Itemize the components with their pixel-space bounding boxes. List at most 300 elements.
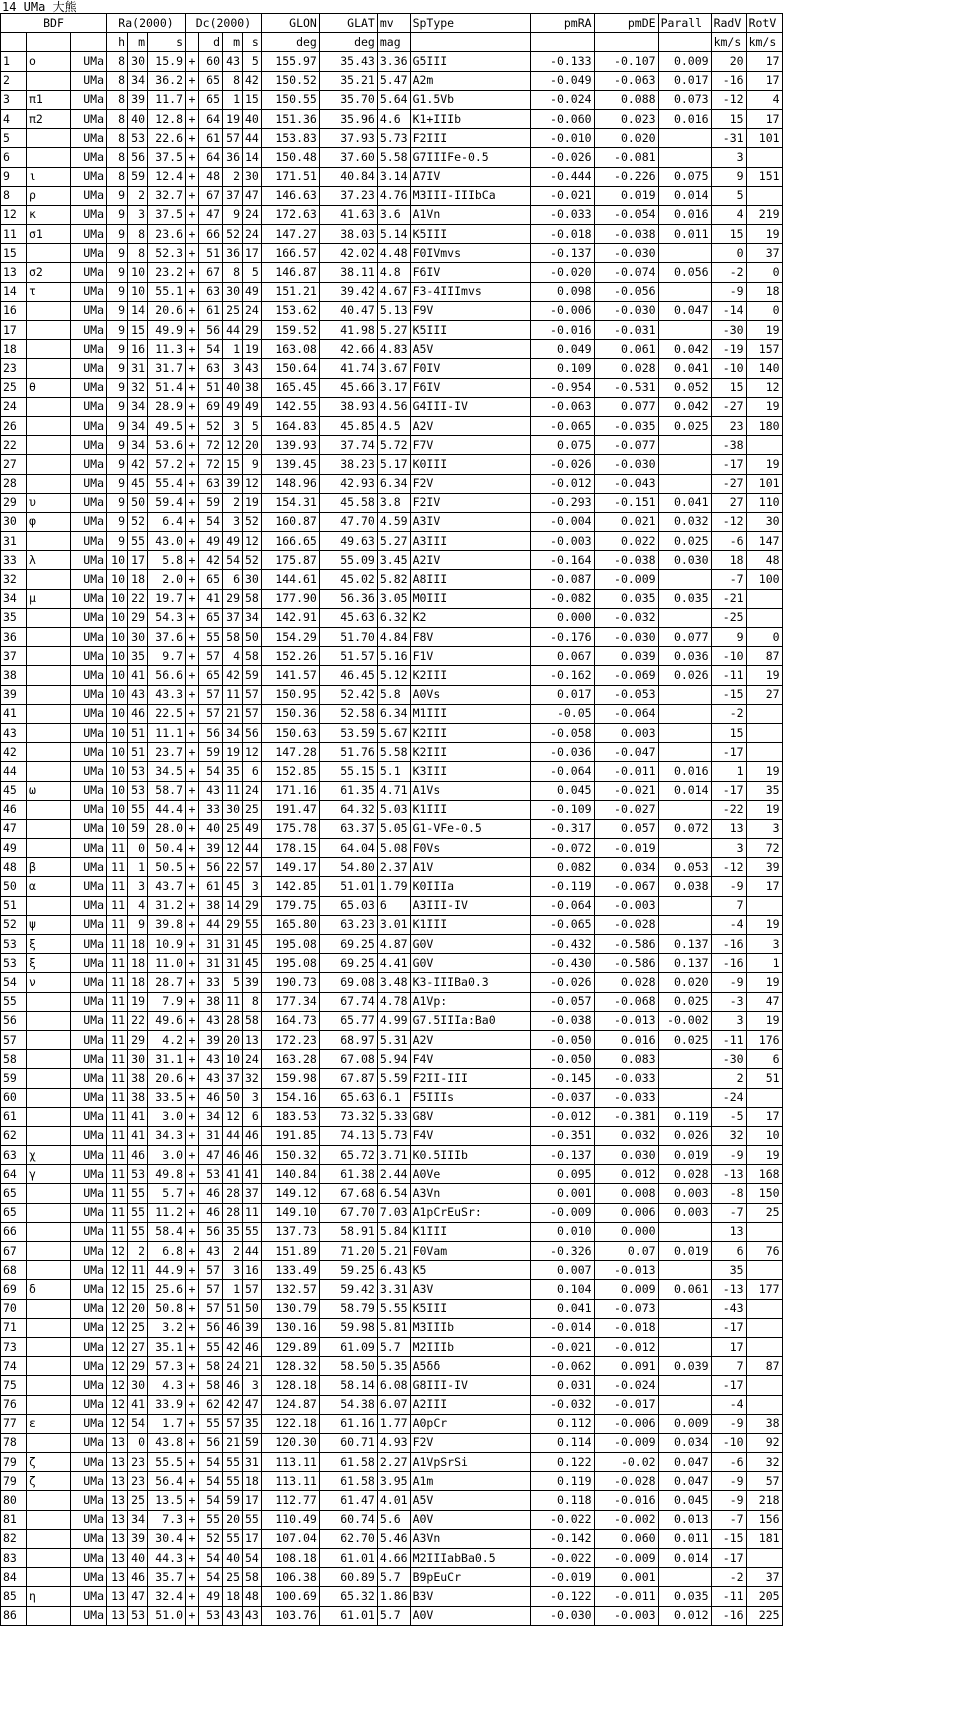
col-header-bdf: BDF — [1, 14, 107, 33]
cell-ra-seconds: 58.7 — [148, 781, 186, 800]
cell-magnitude: 6 — [377, 896, 410, 915]
cell-bayer-letter: ξ — [27, 935, 71, 954]
page-title: 14 UMa 大熊 — [2, 0, 77, 14]
cell-ra-minutes: 15 — [128, 321, 148, 340]
cell-bdf-number: 70 — [1, 1299, 27, 1318]
cell-glon: 122.18 — [261, 1414, 319, 1433]
cell-ra-seconds: 23.6 — [148, 225, 186, 244]
cell-dec-minutes: 15 — [223, 455, 243, 474]
table-row — [1, 71, 783, 90]
cell-spectral-type: A3IV — [410, 512, 530, 531]
cell-ra-hours: 11 — [107, 1030, 128, 1049]
cell-rotation-velocity: 151 — [746, 167, 782, 186]
cell-ra-seconds: 50.4 — [148, 839, 186, 858]
cell-dec-seconds: 46 — [243, 1126, 262, 1145]
cell-dec-sign: + — [186, 723, 199, 742]
cell-glat: 65.77 — [319, 1011, 377, 1030]
cell-radial-velocity: -2 — [711, 263, 746, 282]
cell-bayer-letter — [27, 1011, 71, 1030]
cell-rotation-velocity: 19 — [746, 915, 782, 934]
cell-dec-degrees: 31 — [199, 935, 223, 954]
table-row — [1, 1337, 783, 1356]
cell-ra-hours: 9 — [107, 321, 128, 340]
cell-dec-degrees: 44 — [199, 915, 223, 934]
cell-radial-velocity: -17 — [711, 1318, 746, 1337]
cell-bdf-number: 49 — [1, 839, 27, 858]
cell-constellation: UMa — [71, 819, 107, 838]
cell-magnitude: 1.79 — [377, 877, 410, 896]
cell-dec-minutes: 25 — [223, 301, 243, 320]
cell-dec-sign: + — [186, 1280, 199, 1299]
cell-constellation: UMa — [71, 877, 107, 896]
cell-bayer-letter — [27, 474, 71, 493]
cell-bayer-letter — [27, 1242, 71, 1261]
cell-glon: 150.55 — [261, 90, 319, 109]
cell-ra-hours: 13 — [107, 1453, 128, 1472]
cell-constellation: UMa — [71, 1549, 107, 1568]
cell-dec-seconds: 12 — [243, 532, 262, 551]
cell-radial-velocity: -9 — [711, 1414, 746, 1433]
cell-dec-seconds: 44 — [243, 839, 262, 858]
cell-ra-hours: 11 — [107, 1222, 128, 1241]
col-header-glon: GLON — [261, 14, 319, 33]
cell-constellation: UMa — [71, 589, 107, 608]
table-row — [1, 1146, 783, 1165]
cell-rotation-velocity: 205 — [746, 1587, 782, 1606]
cell-bayer-letter — [27, 436, 71, 455]
cell-glat: 42.02 — [319, 244, 377, 263]
cell-spectral-type: M3III-IIIbCa — [410, 186, 530, 205]
cell-dec-degrees: 60 — [199, 52, 223, 71]
cell-dec-degrees: 65 — [199, 570, 223, 589]
cell-ra-hours: 9 — [107, 244, 128, 263]
cell-bdf-number: 66 — [1, 1222, 27, 1241]
cell-dec-degrees: 56 — [199, 723, 223, 742]
cell-glon: 150.48 — [261, 148, 319, 167]
cell-radial-velocity: 9 — [711, 167, 746, 186]
cell-magnitude: 5.31 — [377, 1030, 410, 1049]
cell-bayer-letter — [27, 743, 71, 762]
cell-ra-seconds: 54.3 — [148, 608, 186, 627]
cell-bdf-number: 38 — [1, 666, 27, 685]
cell-dec-seconds: 47 — [243, 186, 262, 205]
cell-bayer-letter — [27, 321, 71, 340]
cell-magnitude: 4.83 — [377, 340, 410, 359]
cell-ra-hours: 8 — [107, 109, 128, 128]
cell-dec-degrees: 59 — [199, 743, 223, 762]
cell-rotation-velocity: 37 — [746, 1568, 782, 1587]
cell-glat: 62.70 — [319, 1529, 377, 1548]
cell-magnitude: 5.12 — [377, 666, 410, 685]
cell-parallax: 0.025 — [658, 532, 711, 551]
cell-radial-velocity: -13 — [711, 1165, 746, 1184]
cell-glon: 142.85 — [261, 877, 319, 896]
cell-bdf-number: 15 — [1, 244, 27, 263]
cell-bayer-letter — [27, 628, 71, 647]
cell-pm-de: -0.069 — [594, 666, 658, 685]
cell-dec-minutes: 42 — [223, 666, 243, 685]
cell-pm-de: -0.038 — [594, 225, 658, 244]
cell-dec-sign: + — [186, 1433, 199, 1452]
cell-bayer-letter — [27, 762, 71, 781]
cell-dec-degrees: 63 — [199, 474, 223, 493]
cell-bayer-letter — [27, 1568, 71, 1587]
cell-ra-minutes: 41 — [128, 1107, 148, 1126]
cell-dec-minutes: 31 — [223, 954, 243, 973]
cell-ra-seconds: 22.5 — [148, 704, 186, 723]
cell-rotation-velocity: 140 — [746, 359, 782, 378]
cell-parallax — [658, 474, 711, 493]
cell-spectral-type: A1Vs — [410, 781, 530, 800]
cell-ra-hours: 11 — [107, 877, 128, 896]
cell-constellation: UMa — [71, 1088, 107, 1107]
cell-radial-velocity: 20 — [711, 52, 746, 71]
cell-magnitude: 5.81 — [377, 1318, 410, 1337]
cell-pm-de: -0.226 — [594, 167, 658, 186]
table-row — [1, 378, 783, 397]
cell-ra-hours: 10 — [107, 608, 128, 627]
cell-bayer-letter: ρ — [27, 186, 71, 205]
cell-pm-de: -0.067 — [594, 877, 658, 896]
cell-bdf-number: 79 — [1, 1472, 27, 1491]
cell-magnitude: 5.17 — [377, 455, 410, 474]
cell-radial-velocity: -38 — [711, 436, 746, 455]
cell-dec-sign: + — [186, 186, 199, 205]
table-row — [1, 935, 783, 954]
cell-ra-hours: 10 — [107, 723, 128, 742]
cell-constellation: UMa — [71, 1337, 107, 1356]
cell-bayer-letter — [27, 532, 71, 551]
cell-parallax: 0.026 — [658, 1126, 711, 1145]
cell-dec-seconds: 43 — [243, 359, 262, 378]
cell-dec-minutes: 11 — [223, 992, 243, 1011]
table-row — [1, 1107, 783, 1126]
cell-pm-de: -0.006 — [594, 1414, 658, 1433]
cell-ra-hours: 11 — [107, 1050, 128, 1069]
cell-constellation: UMa — [71, 1050, 107, 1069]
cell-dec-minutes: 55 — [223, 1529, 243, 1548]
cell-ra-minutes: 0 — [128, 839, 148, 858]
cell-pm-de: -0.017 — [594, 1395, 658, 1414]
cell-parallax — [658, 282, 711, 301]
cell-rotation-velocity: 87 — [746, 1357, 782, 1376]
cell-pm-de: 0.022 — [594, 532, 658, 551]
cell-ra-minutes: 30 — [128, 1050, 148, 1069]
cell-ra-seconds: 37.5 — [148, 205, 186, 224]
cell-bdf-number: 64 — [1, 1165, 27, 1184]
cell-glat: 64.32 — [319, 800, 377, 819]
cell-pm-ra: -0.012 — [530, 1107, 594, 1126]
cell-dec-seconds: 5 — [243, 263, 262, 282]
cell-dec-seconds: 34 — [243, 608, 262, 627]
cell-dec-seconds: 45 — [243, 954, 262, 973]
cell-ra-seconds: 50.5 — [148, 858, 186, 877]
cell-constellation: UMa — [71, 321, 107, 340]
cell-rotation-velocity: 147 — [746, 532, 782, 551]
cell-rotation-velocity: 6 — [746, 1050, 782, 1069]
cell-magnitude: 3.36 — [377, 52, 410, 71]
cell-glat: 61.09 — [319, 1337, 377, 1356]
cell-dec-minutes: 2 — [223, 167, 243, 186]
cell-pm-de: 0.077 — [594, 397, 658, 416]
cell-parallax: 0.042 — [658, 340, 711, 359]
cell-dec-sign: + — [186, 685, 199, 704]
cell-bayer-letter: ω — [27, 781, 71, 800]
cell-magnitude: 6.32 — [377, 608, 410, 627]
cell-ra-minutes: 17 — [128, 551, 148, 570]
cell-dec-seconds: 59 — [243, 666, 262, 685]
cell-dec-minutes: 28 — [223, 1203, 243, 1222]
cell-ra-minutes: 1 — [128, 858, 148, 877]
cell-constellation: UMa — [71, 1299, 107, 1318]
cell-dec-seconds: 15 — [243, 90, 262, 109]
cell-magnitude: 3.71 — [377, 1146, 410, 1165]
cell-glat: 58.91 — [319, 1222, 377, 1241]
cell-dec-sign: + — [186, 1126, 199, 1145]
cell-rotation-velocity: 156 — [746, 1510, 782, 1529]
table-row — [1, 1568, 783, 1587]
cell-dec-seconds: 48 — [243, 1587, 262, 1606]
cell-bdf-number: 17 — [1, 321, 27, 340]
cell-spectral-type: G7IIIFe-0.5 — [410, 148, 530, 167]
cell-parallax: 0.011 — [658, 225, 711, 244]
cell-bdf-number: 55 — [1, 992, 27, 1011]
cell-spectral-type: F2II-III — [410, 1069, 530, 1088]
cell-rotation-velocity: 17 — [746, 71, 782, 90]
cell-dec-seconds: 18 — [243, 1472, 262, 1491]
cell-bayer-letter — [27, 1088, 71, 1107]
cell-bayer-letter: χ — [27, 1146, 71, 1165]
cell-rotation-velocity: 101 — [746, 129, 782, 148]
cell-spectral-type: F8V — [410, 628, 530, 647]
cell-dec-sign: + — [186, 455, 199, 474]
cell-dec-seconds: 55 — [243, 1222, 262, 1241]
cell-parallax: 0.016 — [658, 109, 711, 128]
cell-dec-minutes: 12 — [223, 436, 243, 455]
cell-dec-seconds: 3 — [243, 1088, 262, 1107]
cell-bdf-number: 80 — [1, 1491, 27, 1510]
cell-dec-minutes: 52 — [223, 225, 243, 244]
cell-constellation: UMa — [71, 263, 107, 282]
cell-dec-seconds: 46 — [243, 1146, 262, 1165]
cell-glon: 133.49 — [261, 1261, 319, 1280]
cell-dec-sign: + — [186, 532, 199, 551]
cell-radial-velocity: -17 — [711, 455, 746, 474]
cell-bdf-number: 68 — [1, 1261, 27, 1280]
cell-glat: 40.84 — [319, 167, 377, 186]
cell-pm-de: 0.028 — [594, 973, 658, 992]
cell-ra-hours: 9 — [107, 455, 128, 474]
cell-dec-degrees: 63 — [199, 359, 223, 378]
cell-glon: 165.80 — [261, 915, 319, 934]
cell-dec-seconds: 58 — [243, 589, 262, 608]
cell-dec-minutes: 43 — [223, 1606, 243, 1625]
cell-dec-minutes: 46 — [223, 1318, 243, 1337]
cell-ra-minutes: 34 — [128, 397, 148, 416]
cell-dec-sign: + — [186, 129, 199, 148]
cell-ra-hours: 11 — [107, 1088, 128, 1107]
cell-spectral-type: F3-4IIImvs — [410, 282, 530, 301]
cell-magnitude: 6.43 — [377, 1261, 410, 1280]
cell-pm-ra: -0.432 — [530, 935, 594, 954]
cell-dec-degrees: 58 — [199, 1376, 223, 1395]
cell-spectral-type: F9V — [410, 301, 530, 320]
cell-pm-de: -0.073 — [594, 1299, 658, 1318]
cell-parallax: 0.036 — [658, 647, 711, 666]
cell-ra-minutes: 34 — [128, 1510, 148, 1529]
cell-spectral-type: A2III — [410, 1395, 530, 1414]
cell-dec-minutes: 25 — [223, 819, 243, 838]
cell-rotation-velocity: 0 — [746, 628, 782, 647]
table-row — [1, 263, 783, 282]
cell-rotation-velocity: 17 — [746, 109, 782, 128]
cell-dec-degrees: 55 — [199, 1337, 223, 1356]
cell-radial-velocity: 15 — [711, 109, 746, 128]
cell-constellation: UMa — [71, 90, 107, 109]
cell-spectral-type: A8III — [410, 570, 530, 589]
cell-magnitude: 4.56 — [377, 397, 410, 416]
cell-bdf-number: 82 — [1, 1529, 27, 1548]
cell-dec-sign: + — [186, 608, 199, 627]
cell-rotation-velocity: 48 — [746, 551, 782, 570]
cell-dec-sign: + — [186, 1088, 199, 1107]
col-header-glat: GLAT — [319, 14, 377, 33]
table-row — [1, 1050, 783, 1069]
table-row — [1, 416, 783, 435]
cell-dec-degrees: 31 — [199, 954, 223, 973]
cell-radial-velocity: -3 — [711, 992, 746, 1011]
cell-bayer-letter: ε — [27, 1414, 71, 1433]
cell-radial-velocity: -30 — [711, 1050, 746, 1069]
cell-pm-de: -0.011 — [594, 1587, 658, 1606]
cell-dec-seconds: 35 — [243, 1414, 262, 1433]
cell-dec-degrees: 31 — [199, 1126, 223, 1145]
cell-magnitude: 3.14 — [377, 167, 410, 186]
cell-bayer-letter — [27, 1126, 71, 1145]
cell-glat: 61.01 — [319, 1606, 377, 1625]
cell-glat: 65.63 — [319, 1088, 377, 1107]
cell-bayer-letter: υ — [27, 493, 71, 512]
cell-dec-sign: + — [186, 877, 199, 896]
cell-pm-ra: -0.430 — [530, 954, 594, 973]
cell-parallax: 0.045 — [658, 1491, 711, 1510]
cell-radial-velocity: -2 — [711, 1568, 746, 1587]
cell-ra-seconds: 30.4 — [148, 1529, 186, 1548]
cell-ra-seconds: 11.0 — [148, 954, 186, 973]
cell-ra-seconds: 23.7 — [148, 743, 186, 762]
cell-constellation: UMa — [71, 551, 107, 570]
cell-ra-seconds: 35.1 — [148, 1337, 186, 1356]
cell-glat: 52.42 — [319, 685, 377, 704]
cell-ra-seconds: 12.8 — [148, 109, 186, 128]
cell-glon: 108.18 — [261, 1549, 319, 1568]
cell-dec-minutes: 18 — [223, 1587, 243, 1606]
cell-spectral-type: F0IV — [410, 359, 530, 378]
cell-ra-hours: 13 — [107, 1529, 128, 1548]
cell-ra-minutes: 46 — [128, 704, 148, 723]
cell-bdf-number: 44 — [1, 762, 27, 781]
cell-rotation-velocity — [746, 436, 782, 455]
cell-pm-ra: -0.003 — [530, 532, 594, 551]
cell-glat: 38.93 — [319, 397, 377, 416]
cell-dec-sign: + — [186, 493, 199, 512]
cell-glon: 154.31 — [261, 493, 319, 512]
cell-ra-seconds: 49.8 — [148, 1165, 186, 1184]
cell-ra-hours: 11 — [107, 1203, 128, 1222]
cell-dec-seconds: 37 — [243, 1184, 262, 1203]
cell-constellation: UMa — [71, 1414, 107, 1433]
cell-magnitude: 2.44 — [377, 1165, 410, 1184]
cell-bayer-letter — [27, 397, 71, 416]
cell-glon: 150.63 — [261, 723, 319, 742]
table-row — [1, 1299, 783, 1318]
cell-constellation: UMa — [71, 186, 107, 205]
cell-ra-hours: 13 — [107, 1491, 128, 1510]
cell-pm-ra: 0.118 — [530, 1491, 594, 1510]
cell-bayer-letter: δ — [27, 1280, 71, 1299]
cell-ra-seconds: 39.8 — [148, 915, 186, 934]
cell-ra-seconds: 58.4 — [148, 1222, 186, 1241]
cell-dec-seconds: 49 — [243, 819, 262, 838]
cell-ra-hours: 8 — [107, 167, 128, 186]
cell-parallax: 0.035 — [658, 1587, 711, 1606]
cell-pm-ra: -0.087 — [530, 570, 594, 589]
cell-ra-hours: 10 — [107, 551, 128, 570]
cell-parallax — [658, 743, 711, 762]
cell-dec-minutes: 29 — [223, 915, 243, 934]
cell-glon: 190.73 — [261, 973, 319, 992]
cell-rotation-velocity: 19 — [746, 1146, 782, 1165]
cell-dec-sign: + — [186, 109, 199, 128]
cell-bayer-letter — [27, 819, 71, 838]
cell-parallax — [658, 455, 711, 474]
cell-glon: 142.91 — [261, 608, 319, 627]
unit-cell-empty — [594, 33, 658, 52]
cell-ra-minutes: 16 — [128, 340, 148, 359]
cell-ra-minutes: 14 — [128, 301, 148, 320]
cell-radial-velocity: -7 — [711, 1203, 746, 1222]
cell-dec-degrees: 55 — [199, 1510, 223, 1529]
cell-parallax: 0.041 — [658, 359, 711, 378]
cell-dec-minutes: 35 — [223, 762, 243, 781]
cell-dec-seconds: 31 — [243, 1453, 262, 1472]
cell-ra-minutes: 50 — [128, 493, 148, 512]
cell-pm-de: -0.077 — [594, 436, 658, 455]
table-row — [1, 148, 783, 167]
cell-dec-minutes: 28 — [223, 1184, 243, 1203]
cell-glat: 39.42 — [319, 282, 377, 301]
cell-ra-minutes: 3 — [128, 877, 148, 896]
cell-ra-seconds: 36.2 — [148, 71, 186, 90]
cell-pm-de: 0.006 — [594, 1203, 658, 1222]
cell-constellation: UMa — [71, 282, 107, 301]
cell-constellation: UMa — [71, 359, 107, 378]
cell-dec-sign: + — [186, 1165, 199, 1184]
cell-dec-sign: + — [186, 1011, 199, 1030]
cell-bdf-number: 30 — [1, 512, 27, 531]
cell-bayer-letter: γ — [27, 1165, 71, 1184]
header-row-2 — [1, 33, 783, 52]
cell-bdf-number: 69 — [1, 1280, 27, 1299]
cell-constellation: UMa — [71, 340, 107, 359]
cell-dec-degrees: 65 — [199, 90, 223, 109]
cell-spectral-type: A3III — [410, 532, 530, 551]
cell-radial-velocity: -24 — [711, 1088, 746, 1107]
cell-dec-degrees: 53 — [199, 1165, 223, 1184]
cell-spectral-type: G8III-IV — [410, 1376, 530, 1395]
cell-spectral-type: F2V — [410, 1433, 530, 1452]
cell-glon: 140.84 — [261, 1165, 319, 1184]
